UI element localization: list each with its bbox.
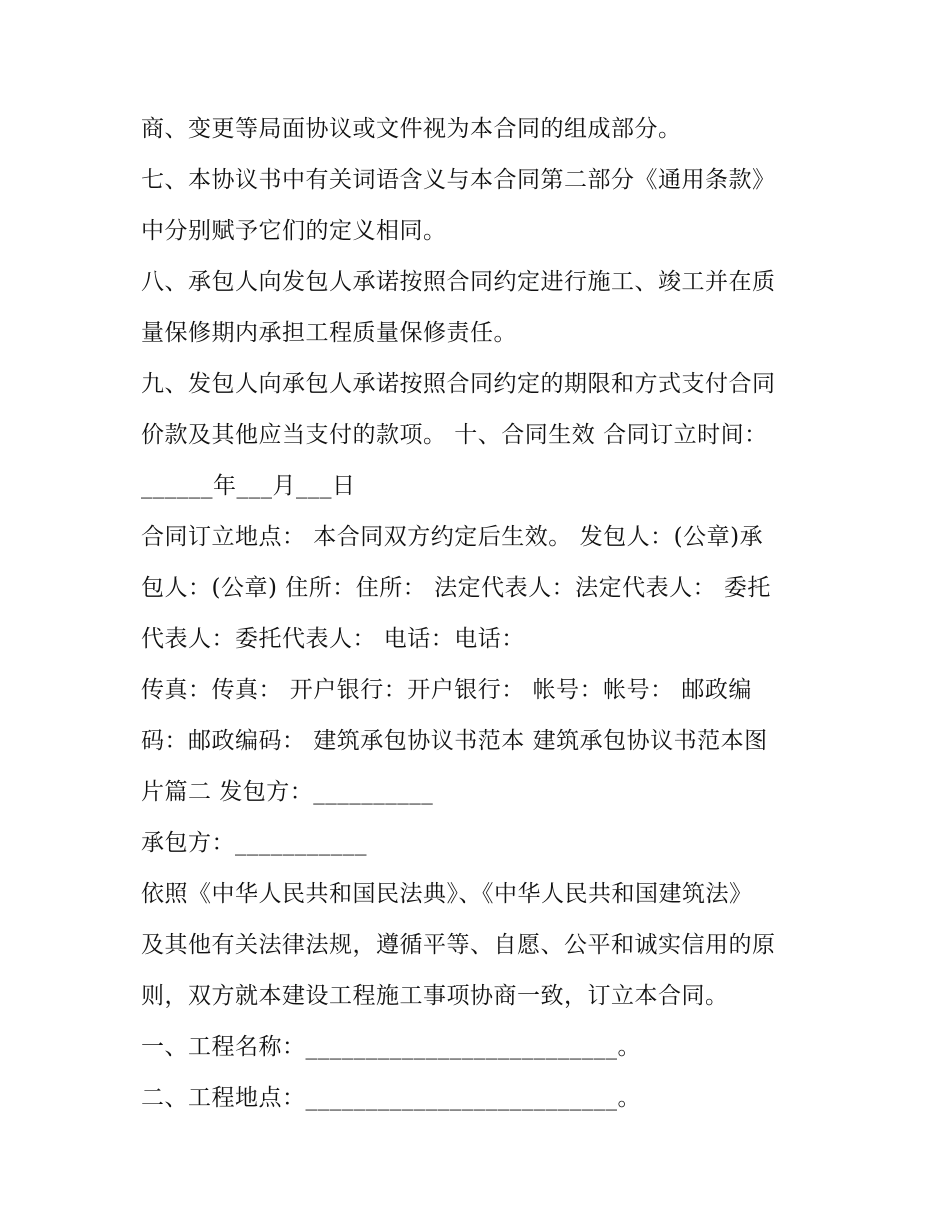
employer-blank-line: 片篇二 发包方：__________: [141, 779, 434, 805]
text-line-6: 九、发包人向承包人承诺按照合同约定的期限和方式支付合同: [141, 371, 776, 397]
text-line-3: 中分别赋予它们的定义相同。: [141, 218, 447, 244]
project-name-line: 一、工程名称：__________________________。: [141, 1034, 641, 1060]
text-line-18: 则，双方就本建设工程施工事项协商一致，订立本合同。: [141, 983, 729, 1009]
text-line-10: 包人：(公章) 住所：住所： 法定代表人：法定代表人： 委托: [141, 575, 771, 601]
text-line-7: 价款及其他应当支付的款项。 十、合同生效 合同订立时间：: [141, 422, 768, 448]
text-line-2: 七、本协议书中有关词语含义与本合同第二部分《通用条款》: [141, 167, 776, 193]
project-location-line: 二、工程地点：__________________________。: [141, 1085, 641, 1111]
text-line-13: 码：邮政编码： 建筑承包协议书范本 建筑承包协议书范本图: [141, 728, 768, 754]
text-line-17: 及其他有关法律法规，遵循平等、自愿、公平和诚实信用的原: [141, 932, 776, 958]
text-line-9: 合同订立地点： 本合同双方约定后生效。 发包人：(公章)承: [141, 524, 764, 550]
text-line-5: 量保修期内承担工程质量保修责任。: [141, 320, 517, 346]
contractor-blank-line: 承包方：___________: [141, 830, 367, 856]
text-line-12: 传真：传真： 开户银行：开户银行： 帐号：帐号： 邮政编: [141, 677, 752, 703]
date-blank-line: ______年___月___日: [141, 473, 356, 499]
text-line-11: 代表人：委托代表人： 电话：电话：: [141, 626, 525, 652]
text-line-1: 商、变更等局面协议或文件视为本合同的组成部分。: [141, 116, 682, 142]
text-line-16: 依照《中华人民共和国民法典》、《中华人民共和国建筑法》: [141, 881, 753, 907]
text-line-4: 八、承包人向发包人承诺按照合同约定进行施工、竣工并在质: [141, 269, 776, 295]
